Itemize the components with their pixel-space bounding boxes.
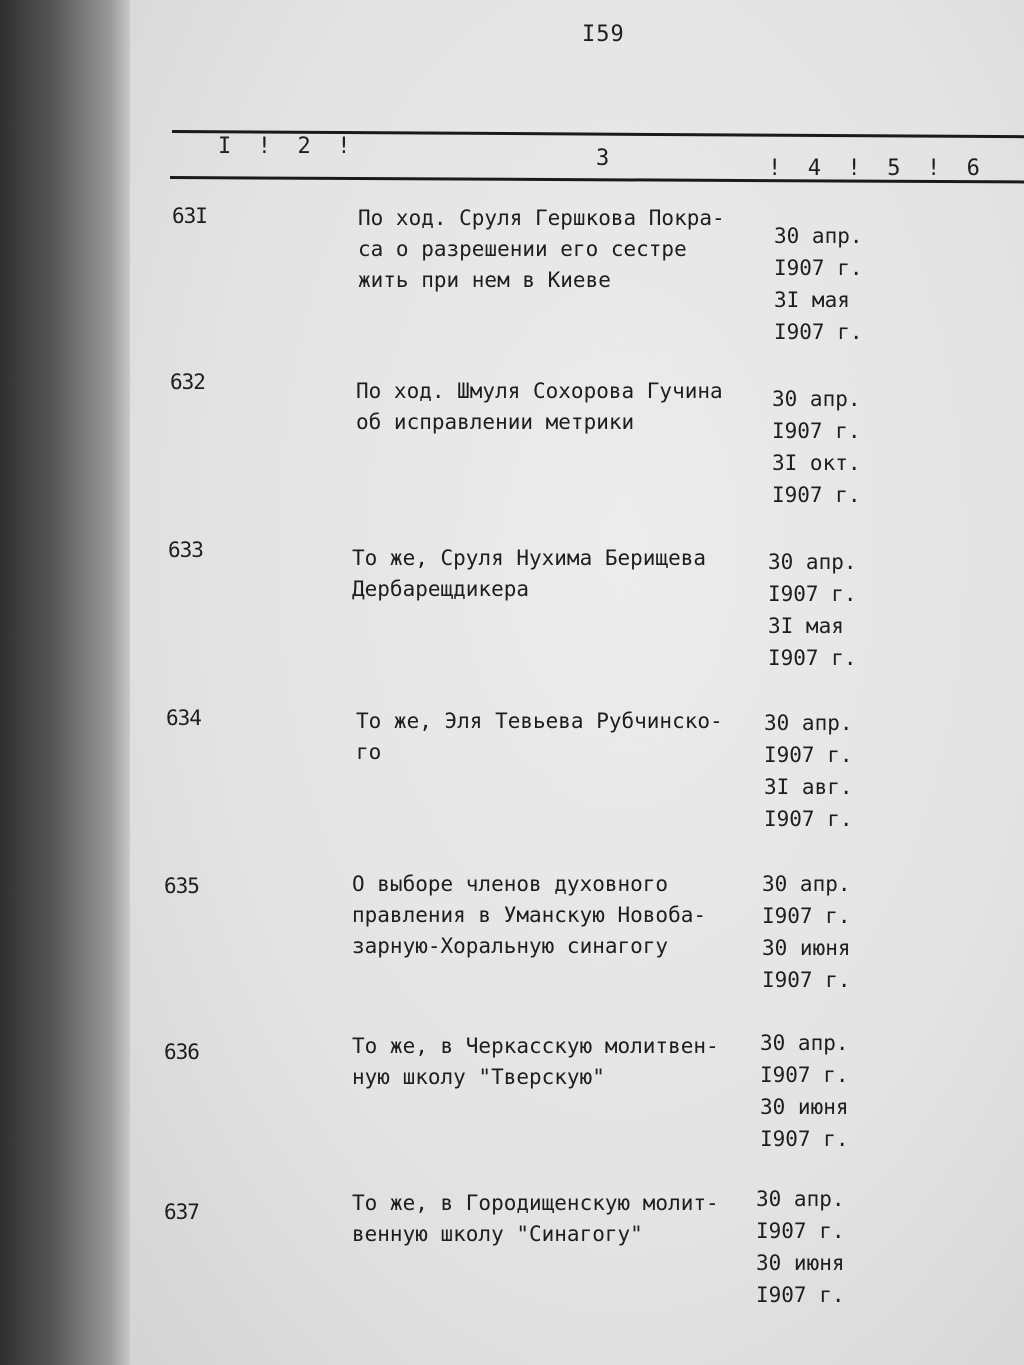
entry-number: 632	[170, 370, 205, 394]
entry-dates: 30 апр. I907 г. 30 июня I907 г.	[760, 1031, 849, 1151]
book-spine	[0, 0, 130, 1365]
entry-dates: 30 апр. I907 г. 30 июня I907 г.	[762, 872, 851, 992]
entry-number: 637	[164, 1200, 199, 1224]
entry-number: 634	[166, 706, 201, 730]
entry-number: 636	[164, 1040, 199, 1064]
entry-dates: 30 апр. I907 г. 3I авг. I907 г.	[764, 711, 853, 831]
column-header-1-2: I ! 2 !	[218, 134, 351, 159]
entry-dates: 30 апр. I907 г. 3I мая I907 г.	[774, 224, 863, 344]
column-header-4-6: ! 4 ! 5 ! 6	[768, 156, 980, 181]
column-header-3: 3	[596, 146, 610, 171]
entry-number: 63I	[172, 204, 207, 228]
entry-number: 633	[168, 538, 203, 562]
entry-number: 635	[164, 874, 199, 898]
entry-description: О выборе членов духовного правления в Уманскую Новоба- зарную-Хоральную синагогу	[352, 872, 707, 958]
entry-description: То же, Сруля Нухима Берищева Дербарещдикера	[352, 546, 707, 601]
entry-description: То же, в Городищенскую молит- венную школу "Синагогу"	[352, 1191, 719, 1246]
entry-dates: 30 апр. I907 г. 30 июня I907 г.	[756, 1187, 845, 1307]
entry-dates: 30 апр. I907 г. 3I окт. I907 г.	[772, 387, 861, 507]
entry-description: То же, в Черкасскую молитвен- ную школу "Тверскую"	[352, 1034, 719, 1089]
entry-description: По ход. Сруля Гершкова Покра- са о разрешении его сестре жить при нем в Киеве	[358, 206, 725, 292]
page-number: I59	[582, 22, 625, 47]
entry-description: По ход. Шмуля Сохорова Гучина об исправлении метрики	[356, 379, 723, 434]
entry-description: То же, Эля Тевьева Рубчинско- го	[356, 709, 723, 764]
entry-dates: 30 апр. I907 г. 3I мая I907 г.	[768, 550, 857, 670]
